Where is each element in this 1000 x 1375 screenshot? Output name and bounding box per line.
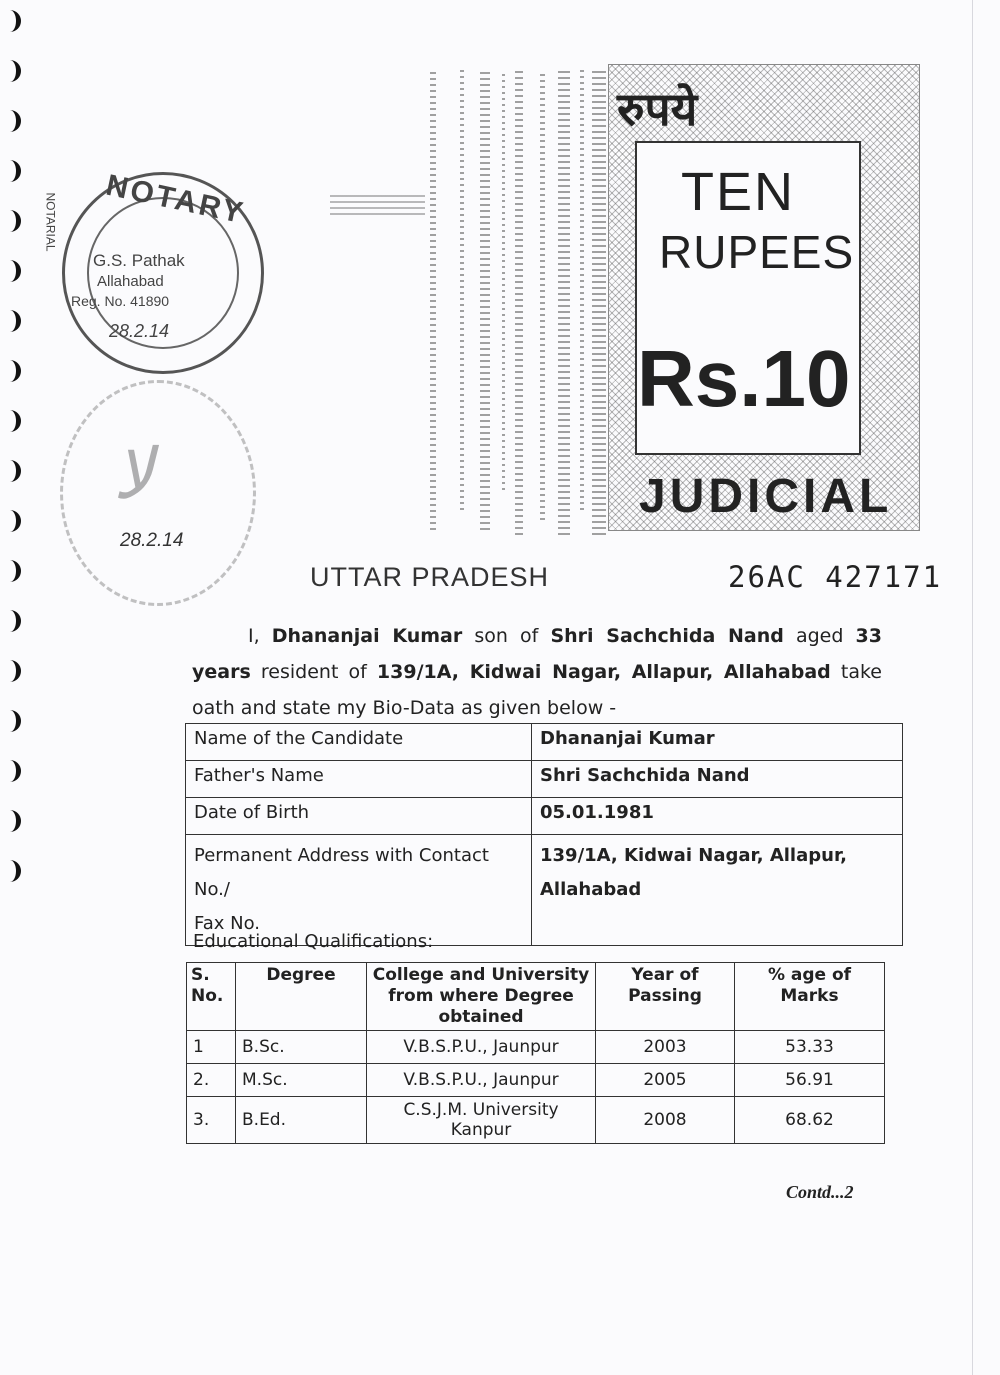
deponent-father: Shri Sachchida Nand: [550, 625, 784, 647]
column-header: Degree: [236, 963, 367, 1031]
column-header: % age of Marks: [735, 963, 885, 1031]
bio-label: Date of Birth: [186, 798, 532, 835]
deponent-age: 33 years: [192, 625, 882, 683]
affidavit-statement: I, Dhananjai Kumar son of Shri Sachchida Nand aged 33 years resident of 139/1A, Kidwai Nagar, Allapur, Allahabad take oath and state my Bio-Data as given below -: [192, 625, 882, 719]
bio-address-label: Permanent Address with Contact No./ Fax No.: [186, 835, 532, 946]
bio-data-table: [185, 723, 903, 946]
table-row: 3. B.Ed. C.S.J.M. University Kanpur 2008 68.62: [187, 1097, 885, 1144]
page-edge-line: [972, 0, 973, 1375]
judicial-stamp: [608, 64, 920, 531]
education-title: Educational Qualifications:: [193, 931, 434, 952]
bio-value: Dhananjai Kumar: [532, 724, 903, 761]
table-row: [186, 761, 903, 798]
stamp-pattern-bars: [330, 70, 610, 535]
notary-seal-reg: Reg. No. 41890: [71, 293, 170, 309]
notary-seal-date: 28.2.14: [109, 321, 170, 341]
notary-seal-signature: ﻻ: [113, 437, 153, 514]
notary-seal: [43, 168, 264, 374]
notary-seal-faded: [60, 380, 256, 606]
stamp-hindi-text: रुपये: [617, 82, 698, 136]
continued-note: Contd...2: [786, 1182, 854, 1202]
education-table: [186, 962, 885, 1144]
stamp-value-window: [635, 141, 861, 455]
column-header: S. No.: [187, 963, 236, 1031]
stamp-judicial: JUDICIAL: [639, 470, 893, 523]
binding-holes: [6, 10, 26, 1370]
table-header-row: [187, 963, 885, 1031]
stamp-ten: TEN: [681, 162, 795, 222]
stamp-rupees: RUPEES: [659, 226, 855, 278]
bio-label: Name of the Candidate: [186, 724, 532, 761]
column-header: College and University from where Degree obtained: [367, 963, 596, 1031]
bio-label: Father's Name: [186, 761, 532, 798]
notary-seal-side: NOTARIAL: [43, 192, 58, 252]
notary-seal-date-2: 28.2.14: [120, 530, 184, 551]
bio-value: 05.01.1981: [532, 798, 903, 835]
stamp-state: UTTAR PRADESH: [310, 562, 550, 592]
notary-seal-city: Allahabad: [97, 273, 164, 290]
bio-address-value: 139/1A, Kidwai Nagar, Allapur, Allahabad: [532, 835, 903, 946]
deponent-name: Dhananjai Kumar: [271, 625, 463, 647]
table-row: [186, 724, 903, 761]
table-row: [186, 798, 903, 835]
table-row: 1 B.Sc. V.B.S.P.U., Jaunpur 2003 53.33: [187, 1031, 885, 1064]
notary-seal-title: NOTARY: [103, 168, 249, 231]
table-row: 2. M.Sc. V.B.S.P.U., Jaunpur 2005 56.91: [187, 1064, 885, 1097]
notary-seal-name: G.S. Pathak: [93, 251, 185, 270]
stamp-serial-number: 26AC 427171: [728, 560, 943, 594]
table-row: [186, 835, 903, 946]
column-header: Year of Passing: [596, 963, 735, 1031]
stamp-amount: Rs.10: [637, 334, 851, 423]
bio-value: Shri Sachchida Nand: [532, 761, 903, 798]
deponent-address: 139/1A, Kidwai Nagar, Allapur, Allahabad: [376, 661, 831, 683]
